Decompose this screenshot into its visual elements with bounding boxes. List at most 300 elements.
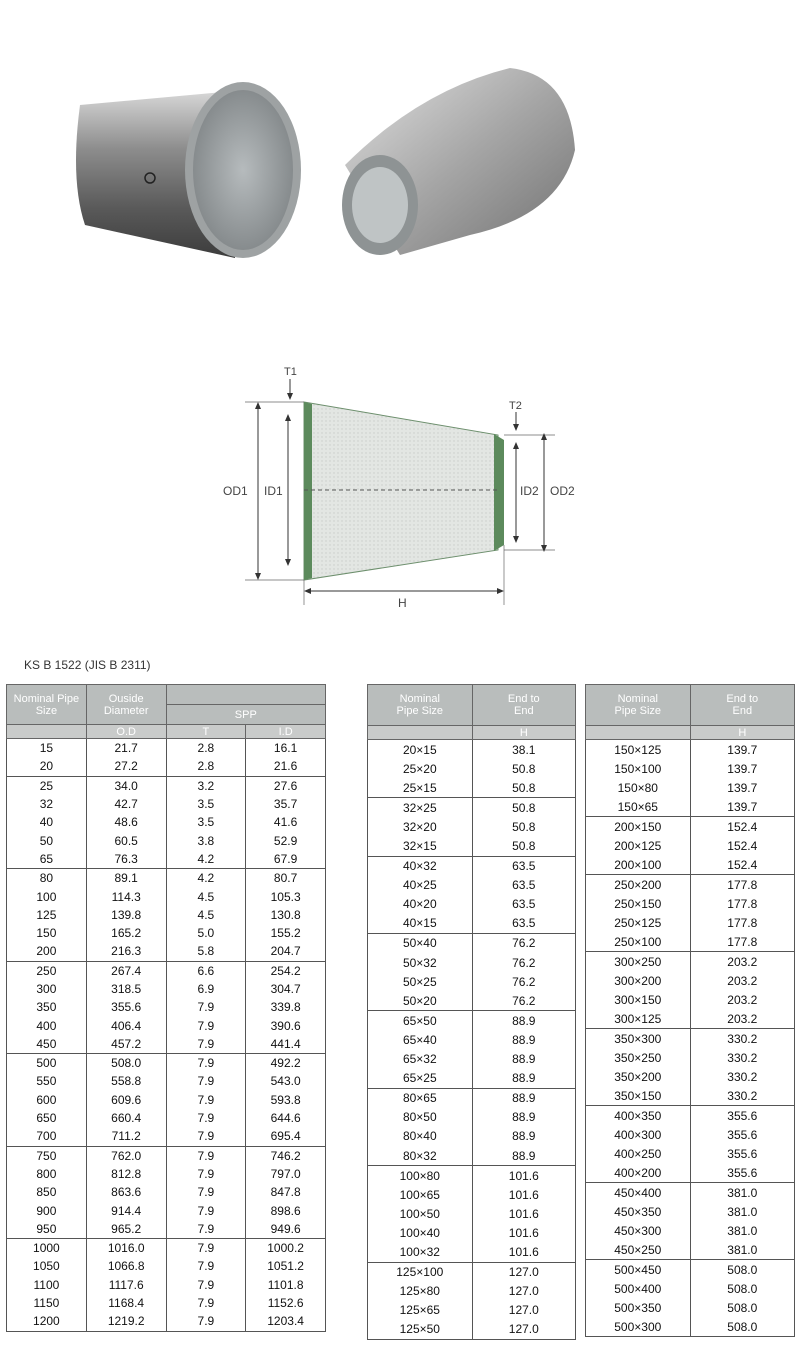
table-cell: 400×350 (586, 1106, 691, 1126)
nominal-header: Nominal Pipe Size (368, 685, 473, 726)
table-cell: 700 (7, 1127, 87, 1146)
table-row (7, 1201, 326, 1219)
table-row (586, 1279, 795, 1298)
table-cell: 88.9 (472, 1108, 575, 1127)
table-cell: 7.9 (166, 1054, 246, 1073)
table-cell: 300 (7, 980, 87, 998)
table-row (7, 1091, 326, 1109)
table-cell: 40 (7, 813, 87, 831)
table-cell: 20 (7, 757, 87, 776)
table-cell: 21.6 (246, 757, 326, 776)
table-cell: 7.9 (166, 1276, 246, 1294)
reducer-table-left (367, 684, 576, 1340)
table-cell: 101.6 (472, 1223, 575, 1242)
table-cell: 40×20 (368, 895, 473, 914)
table-cell: 40×15 (368, 914, 473, 934)
table-row (7, 1109, 326, 1127)
table-cell: 7.9 (166, 1035, 246, 1054)
reducer-photo-right (342, 68, 575, 255)
table-cell: 101.6 (472, 1242, 575, 1262)
table-cell: 797.0 (246, 1165, 326, 1183)
table-cell: 1016.0 (86, 1239, 166, 1258)
end-to-end-header: End to End (472, 685, 575, 726)
dimension-table (6, 684, 326, 1332)
table-cell: 762.0 (86, 1146, 166, 1165)
table-cell: 330.2 (690, 1029, 794, 1049)
table-row (586, 913, 795, 932)
table-row (586, 1240, 795, 1260)
table-cell: 863.6 (86, 1183, 166, 1201)
table-cell: 80×50 (368, 1108, 473, 1127)
table-cell: 76.2 (472, 991, 575, 1011)
table-row (7, 942, 326, 961)
table-cell: 3.5 (166, 795, 246, 813)
table-cell: 3.8 (166, 831, 246, 849)
table-cell: 150×65 (586, 797, 691, 817)
table-cell: 101.6 (472, 1166, 575, 1186)
table-cell: 2.8 (166, 739, 246, 758)
table-cell: 50.8 (472, 759, 575, 778)
table-row (368, 1185, 576, 1204)
table-cell: 355.6 (86, 998, 166, 1016)
table-cell: 4.5 (166, 887, 246, 905)
table-row (586, 855, 795, 875)
table-cell: 900 (7, 1201, 87, 1219)
t2-label: T2 (509, 400, 522, 412)
table-cell: 32×15 (368, 836, 473, 856)
table-cell: 80×65 (368, 1088, 473, 1108)
table-cell: 48.6 (86, 813, 166, 831)
table-row (586, 1106, 795, 1126)
table-cell: 139.7 (690, 797, 794, 817)
table-cell: 400 (7, 1016, 87, 1034)
table-cell: 25×15 (368, 778, 473, 798)
table-cell: 27.2 (86, 757, 166, 776)
table-row (368, 895, 576, 914)
table-row (586, 1144, 795, 1163)
table-row (368, 1108, 576, 1127)
header-spacer (166, 685, 325, 705)
table-cell: 381.0 (690, 1240, 794, 1260)
table-row (368, 1242, 576, 1262)
table-row (7, 1146, 326, 1165)
table-row (586, 836, 795, 855)
end-to-end-header: End to End (690, 685, 794, 726)
table-cell: 101.6 (472, 1204, 575, 1223)
reducer-body (304, 402, 498, 580)
table-row (368, 1127, 576, 1146)
table-cell: 250×125 (586, 913, 691, 932)
table-cell: 60.5 (86, 831, 166, 849)
table-cell: 7.9 (166, 1239, 246, 1258)
table-cell: 450×300 (586, 1221, 691, 1240)
table-cell: 7.9 (166, 1257, 246, 1275)
table-row (368, 953, 576, 972)
table-cell: 3.2 (166, 776, 246, 795)
table-cell: 4.2 (166, 869, 246, 888)
table-cell: 7.9 (166, 1220, 246, 1239)
table-row (368, 836, 576, 856)
table-cell: 318.5 (86, 980, 166, 998)
table-cell: 1117.6 (86, 1276, 166, 1294)
table-row (368, 1050, 576, 1069)
table-row (586, 971, 795, 990)
table-row (368, 914, 576, 934)
table-cell: 850 (7, 1183, 87, 1201)
table-cell: 150 (7, 924, 87, 942)
table-row (586, 1298, 795, 1317)
table-cell: 350×300 (586, 1029, 691, 1049)
table-row (7, 906, 326, 924)
table-cell: 355.6 (690, 1125, 794, 1144)
table-row (586, 1086, 795, 1106)
table-cell: 165.2 (86, 924, 166, 942)
table-cell: 125×100 (368, 1262, 473, 1282)
table-cell: 965.2 (86, 1220, 166, 1239)
table-cell: 7.9 (166, 1146, 246, 1165)
table-cell: 200×125 (586, 836, 691, 855)
table-cell: 304.7 (246, 980, 326, 998)
table-cell: 6.9 (166, 980, 246, 998)
table-cell: 21.7 (86, 739, 166, 758)
table-row (368, 1282, 576, 1301)
table-cell: 152.4 (690, 836, 794, 855)
table-cell: 7.9 (166, 1312, 246, 1331)
table-cell: 203.2 (690, 971, 794, 990)
table-cell: 100×32 (368, 1242, 473, 1262)
table-cell: 7.9 (166, 998, 246, 1016)
table-cell: 7.9 (166, 1109, 246, 1127)
table-row (368, 1088, 576, 1108)
outside-diameter-header: Ouside Diameter (86, 685, 166, 725)
subheader-blank (586, 726, 691, 740)
od-header: O.D (86, 725, 166, 739)
table-cell: 114.3 (86, 887, 166, 905)
table-cell: 500×450 (586, 1260, 691, 1280)
od2-label: OD2 (550, 484, 575, 498)
table-cell: 40×32 (368, 856, 473, 876)
table-row (7, 998, 326, 1016)
table-cell: 441.4 (246, 1035, 326, 1054)
table-cell: 76.2 (472, 972, 575, 991)
table-row (7, 757, 326, 776)
table-cell: 65×25 (368, 1069, 473, 1089)
table-row (586, 1260, 795, 1280)
table-cell: 41.6 (246, 813, 326, 831)
table-cell: 200×100 (586, 855, 691, 875)
table-cell: 711.2 (86, 1127, 166, 1146)
table-row (368, 1069, 576, 1089)
table-row (368, 817, 576, 836)
table-cell: 203.2 (690, 952, 794, 972)
table-cell: 177.8 (690, 875, 794, 895)
table-cell: 500×400 (586, 1279, 691, 1298)
table-cell: 558.8 (86, 1072, 166, 1090)
table-cell: 898.6 (246, 1201, 326, 1219)
table-row (7, 776, 326, 795)
table-cell: 177.8 (690, 932, 794, 952)
table-cell: 80×32 (368, 1146, 473, 1166)
table-cell: 250×150 (586, 894, 691, 913)
table-row (586, 1202, 795, 1221)
table-row (586, 740, 795, 760)
table-cell: 203.2 (690, 1009, 794, 1029)
id-header: I.D (246, 725, 326, 739)
table-row (586, 1029, 795, 1049)
table-cell: 500×300 (586, 1317, 691, 1337)
table-cell: 355.6 (690, 1106, 794, 1126)
table-row (7, 1312, 326, 1331)
table-row (368, 1262, 576, 1282)
table-cell: 949.6 (246, 1220, 326, 1239)
table-cell: 100 (7, 887, 87, 905)
table-cell: 812.8 (86, 1165, 166, 1183)
spp-header: SPP (166, 705, 325, 725)
table-cell: 300×150 (586, 990, 691, 1009)
table-row (7, 961, 326, 980)
table-cell: 88.9 (472, 1030, 575, 1049)
product-photo (0, 0, 806, 300)
table-cell: 1200 (7, 1312, 87, 1331)
table-cell: 76.2 (472, 933, 575, 953)
table-row (368, 1146, 576, 1166)
table-cell: 127.0 (472, 1282, 575, 1301)
table-row (586, 1009, 795, 1029)
table-cell: 204.7 (246, 942, 326, 961)
table-row (368, 1301, 576, 1320)
table-cell: 63.5 (472, 876, 575, 895)
table-cell: 105.3 (246, 887, 326, 905)
table-cell: 330.2 (690, 1048, 794, 1067)
table-cell: 125×50 (368, 1320, 473, 1340)
table-cell: 38.1 (472, 740, 575, 760)
table-cell: 130.8 (246, 906, 326, 924)
h-header: H (690, 726, 794, 740)
table-cell: 4.2 (166, 850, 246, 869)
table-row (368, 759, 576, 778)
table-row (368, 876, 576, 895)
table-cell: 381.0 (690, 1202, 794, 1221)
od1-label: OD1 (223, 484, 248, 498)
table-cell: 400×250 (586, 1144, 691, 1163)
table-cell: 152.4 (690, 855, 794, 875)
table-row (368, 933, 576, 953)
table-cell: 25×20 (368, 759, 473, 778)
table-row (7, 1072, 326, 1090)
table-cell: 406.4 (86, 1016, 166, 1034)
table-cell: 1051.2 (246, 1257, 326, 1275)
table-cell: 139.7 (690, 759, 794, 778)
table-cell: 25 (7, 776, 87, 795)
table-cell: 2.8 (166, 757, 246, 776)
id1-label: ID1 (264, 484, 283, 498)
table-cell: 695.4 (246, 1127, 326, 1146)
table-cell: 35.7 (246, 795, 326, 813)
table-cell: 7.9 (166, 1165, 246, 1183)
h-header: H (472, 726, 575, 740)
table-cell: 914.4 (86, 1201, 166, 1219)
table-row (368, 972, 576, 991)
table-cell: 500×350 (586, 1298, 691, 1317)
table-cell: 644.6 (246, 1109, 326, 1127)
table-cell: 355.6 (690, 1144, 794, 1163)
table-cell: 32×25 (368, 798, 473, 818)
table-cell: 88.9 (472, 1011, 575, 1031)
table-row (586, 1317, 795, 1337)
table-cell: 1101.8 (246, 1276, 326, 1294)
table-cell: 177.8 (690, 894, 794, 913)
t-header: T (166, 725, 246, 739)
table-row (7, 1276, 326, 1294)
table-cell: 32×20 (368, 817, 473, 836)
table-cell: 127.0 (472, 1301, 575, 1320)
table-cell: 100×40 (368, 1223, 473, 1242)
table-cell: 139.8 (86, 906, 166, 924)
table-cell: 1152.6 (246, 1294, 326, 1312)
table-cell: 15 (7, 739, 87, 758)
table-cell: 7.9 (166, 1127, 246, 1146)
table-row (368, 856, 576, 876)
table-cell: 381.0 (690, 1221, 794, 1240)
table-cell: 450 (7, 1035, 87, 1054)
table-cell: 3.5 (166, 813, 246, 831)
table-cell: 250×200 (586, 875, 691, 895)
table-cell: 7.9 (166, 1183, 246, 1201)
table-cell: 100×50 (368, 1204, 473, 1223)
table-cell: 330.2 (690, 1067, 794, 1086)
table-cell: 100×65 (368, 1185, 473, 1204)
table-cell: 76.2 (472, 953, 575, 972)
table-cell: 50.8 (472, 778, 575, 798)
table-row (7, 1016, 326, 1034)
table-cell: 52.9 (246, 831, 326, 849)
table-cell: 550 (7, 1072, 87, 1090)
table-cell: 508.0 (690, 1279, 794, 1298)
reducer-photo-left (76, 82, 301, 258)
table-row (7, 739, 326, 758)
table-row (368, 778, 576, 798)
table-cell: 450×350 (586, 1202, 691, 1221)
table-row (586, 894, 795, 913)
table-row (7, 1257, 326, 1275)
table-cell: 457.2 (86, 1035, 166, 1054)
table-cell: 7.9 (166, 1016, 246, 1034)
table-cell: 660.4 (86, 1109, 166, 1127)
table-cell: 88.9 (472, 1050, 575, 1069)
table-cell: 300×250 (586, 952, 691, 972)
table-cell: 125×65 (368, 1301, 473, 1320)
table-row (368, 1166, 576, 1186)
table-cell: 139.7 (690, 778, 794, 797)
table-cell: 50×32 (368, 953, 473, 972)
table-row (586, 932, 795, 952)
table-row (7, 1294, 326, 1312)
table-cell: 5.8 (166, 942, 246, 961)
table-cell: 152.4 (690, 817, 794, 837)
table-row (368, 1204, 576, 1223)
table-cell: 450×400 (586, 1183, 691, 1203)
table-row (7, 1054, 326, 1073)
t1-label: T1 (284, 366, 297, 378)
table-row (7, 850, 326, 869)
table-row (586, 952, 795, 972)
table-row (586, 778, 795, 797)
table-cell: 32 (7, 795, 87, 813)
table-row (7, 1165, 326, 1183)
table-cell: 400×300 (586, 1125, 691, 1144)
table-row (7, 869, 326, 888)
table-row (368, 1320, 576, 1340)
id2-label: ID2 (520, 484, 539, 498)
table-cell: 746.2 (246, 1146, 326, 1165)
table-cell: 1219.2 (86, 1312, 166, 1331)
table-cell: 80.7 (246, 869, 326, 888)
table-cell: 508.0 (86, 1054, 166, 1073)
table-cell: 7.9 (166, 1072, 246, 1090)
nominal-header: Nominal Pipe Size (7, 685, 87, 725)
table-row (368, 740, 576, 760)
table-row (7, 980, 326, 998)
nominal-header: Nominal Pipe Size (586, 685, 691, 726)
table-cell: 267.4 (86, 961, 166, 980)
table-row (586, 1048, 795, 1067)
table-cell: 750 (7, 1146, 87, 1165)
table-cell: 76.3 (86, 850, 166, 869)
table-cell: 800 (7, 1165, 87, 1183)
table-cell: 42.7 (86, 795, 166, 813)
table-cell: 155.2 (246, 924, 326, 942)
table-row (7, 795, 326, 813)
table-cell: 381.0 (690, 1183, 794, 1203)
table-cell: 1050 (7, 1257, 87, 1275)
table-cell: 16.1 (246, 739, 326, 758)
table-cell: 508.0 (690, 1317, 794, 1337)
table-row (7, 887, 326, 905)
h-label: H (398, 596, 407, 610)
table-cell: 1100 (7, 1276, 87, 1294)
table-cell: 254.2 (246, 961, 326, 980)
table-cell: 67.9 (246, 850, 326, 869)
table-cell: 600 (7, 1091, 87, 1109)
table-cell: 350×250 (586, 1048, 691, 1067)
table-cell: 127.0 (472, 1262, 575, 1282)
table-row (7, 1239, 326, 1258)
table-row (586, 1067, 795, 1086)
table-cell: 300×125 (586, 1009, 691, 1029)
table-cell: 50×20 (368, 991, 473, 1011)
table-cell: 80 (7, 869, 87, 888)
table-cell: 88.9 (472, 1069, 575, 1089)
table-row (586, 875, 795, 895)
table-cell: 300×200 (586, 971, 691, 990)
table-cell: 355.6 (690, 1163, 794, 1183)
subheader-blank (7, 725, 87, 739)
table-cell: 339.8 (246, 998, 326, 1016)
table-cell: 65×32 (368, 1050, 473, 1069)
table-row (7, 1035, 326, 1054)
reducer-diagram (200, 355, 620, 615)
table-cell: 100×80 (368, 1166, 473, 1186)
reducer-table-right (585, 684, 795, 1337)
table-cell: 150×125 (586, 740, 691, 760)
table-cell: 88.9 (472, 1127, 575, 1146)
table-cell: 508.0 (690, 1260, 794, 1280)
table-row (7, 1183, 326, 1201)
table-cell: 1000 (7, 1239, 87, 1258)
table-cell: 63.5 (472, 914, 575, 934)
table-cell: 6.6 (166, 961, 246, 980)
table-row (586, 1125, 795, 1144)
